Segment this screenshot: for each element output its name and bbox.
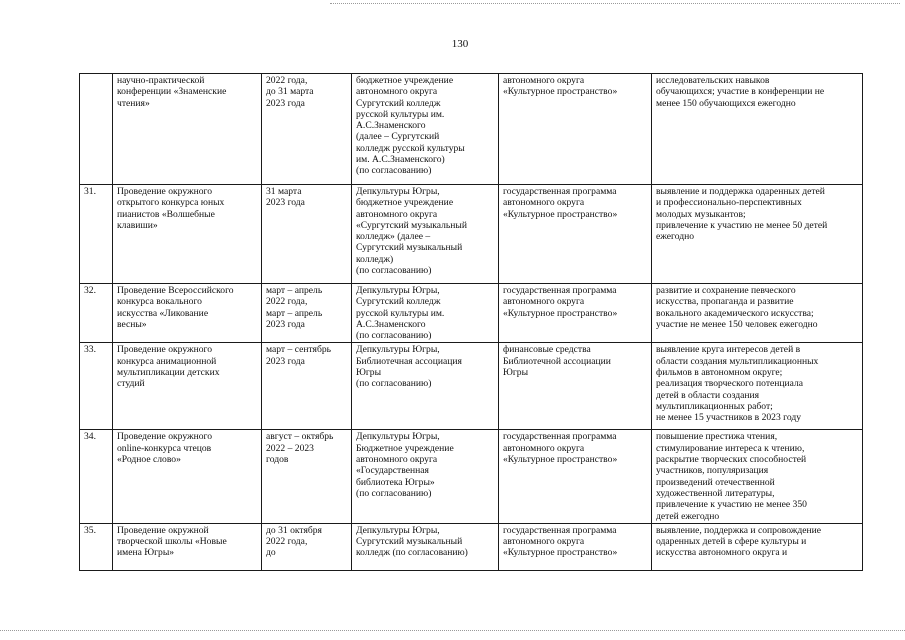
table-row — [80, 343, 863, 430]
row-number — [80, 74, 113, 185]
event-period: август – октябрь 2022 – 2023 годов — [262, 430, 352, 523]
table-row — [80, 284, 863, 343]
row-number: 32. — [80, 284, 113, 343]
page-number: 130 — [451, 38, 469, 50]
event-funding: государственная программа автономного округа «Культурное пространство» — [499, 284, 652, 343]
event-result: выявление и поддержка одаренных детей и профессионально-перспективных молодых музыкантов; привлечение к участию не менее 50 детей ежегодно — [652, 185, 863, 284]
event-funding: государственная программа автономного округа «Культурное пространство» — [499, 430, 652, 523]
event-result: повышение престижа чтения, стимулирование интереса к чтению, раскрытие творческих способностей участников, популяризация произведений отечественной художественной литературы, привлечение к участию не менее 350 детей ежегодно — [652, 430, 863, 523]
event-executor: Депкультуры Югры, бюджетное учреждение автономного округа «Сургутский музыкальный колледж» (далее – Сургутский музыкальный колледж) (по согласованию) — [352, 185, 499, 284]
event-name: Проведение окружного online-конкурса чтецов «Родное слово» — [113, 430, 262, 523]
event-name: Проведение окружной творческой школы «Новые имена Югры» — [113, 523, 262, 570]
event-funding: государственная программа автономного округа «Культурное пространство» — [499, 523, 652, 570]
table-row — [80, 185, 863, 284]
event-period: 31 марта 2023 года — [262, 185, 352, 284]
table-row — [80, 523, 863, 570]
event-period: март – апрель 2022 года, март – апрель 2023 года — [262, 284, 352, 343]
event-period: март – сентябрь 2023 года — [262, 343, 352, 430]
event-name: Проведение Всероссийского конкурса вокального искусства «Ликование весны» — [113, 284, 262, 343]
event-result: исследовательских навыков обучающихся; участие в конференции не менее 150 обучающихся ежегодно — [652, 74, 863, 185]
event-result: развитие и сохранение певческого искусства, пропаганда и развитие вокального академического искусства; участие не менее 150 человек ежегодно — [652, 284, 863, 343]
event-period: до 31 октября 2022 года, до — [262, 523, 352, 570]
row-number: 35. — [80, 523, 113, 570]
event-funding: финансовые средства Библиотечной ассоциации Югры — [499, 343, 652, 430]
event-result: выявление, поддержка и сопровождение одаренных детей в сфере культуры и искусства автономного округа и — [652, 523, 863, 570]
table-row — [80, 74, 863, 185]
event-result: выявление круга интересов детей в области создания мультипликационных фильмов в автономном округе; реализация творческого потенциала детей в области создания мультипликационных работ; не менее 15 участников в 2023 году — [652, 343, 863, 430]
event-executor: бюджетное учреждение автономного округа Сургутский колледж русской культуры им. А.С.Знаменского (далее – Сургутский колледж русской культуры им. А.С.Знаменского) (по согласованию) — [352, 74, 499, 185]
event-executor: Депкультуры Югры, Библиотечная ассоциация Югры (по согласованию) — [352, 343, 499, 430]
event-executor: Депкультуры Югры, Сургутский музыкальный колледж (по согласованию) — [352, 523, 499, 570]
event-executor: Депкультуры Югры, Сургутский колледж русской культуры им. А.С.Знаменского (по согласованию) — [352, 284, 499, 343]
event-name: Проведение окружного конкурса анимационной мультипликации детских студий — [113, 343, 262, 430]
row-number: 33. — [80, 343, 113, 430]
scan-edge-top — [330, 3, 900, 4]
row-number: 31. — [80, 185, 113, 284]
table-row — [80, 430, 863, 523]
event-name: научно-практической конференции «Знаменские чтения» — [113, 74, 262, 185]
event-funding: государственная программа автономного округа «Культурное пространство» — [499, 185, 652, 284]
scan-edge-bottom — [0, 630, 905, 631]
event-funding: автономного округа «Культурное пространство» — [499, 74, 652, 185]
row-number: 34. — [80, 430, 113, 523]
events-table — [79, 73, 863, 571]
event-executor: Депкультуры Югры, Бюджетное учреждение автономного округа «Государственная библиотека Югры» (по согласованию) — [352, 430, 499, 523]
event-period: 2022 года, до 31 марта 2023 года — [262, 74, 352, 185]
event-name: Проведение окружного открытого конкурса юных пианистов «Волшебные клавиши» — [113, 185, 262, 284]
